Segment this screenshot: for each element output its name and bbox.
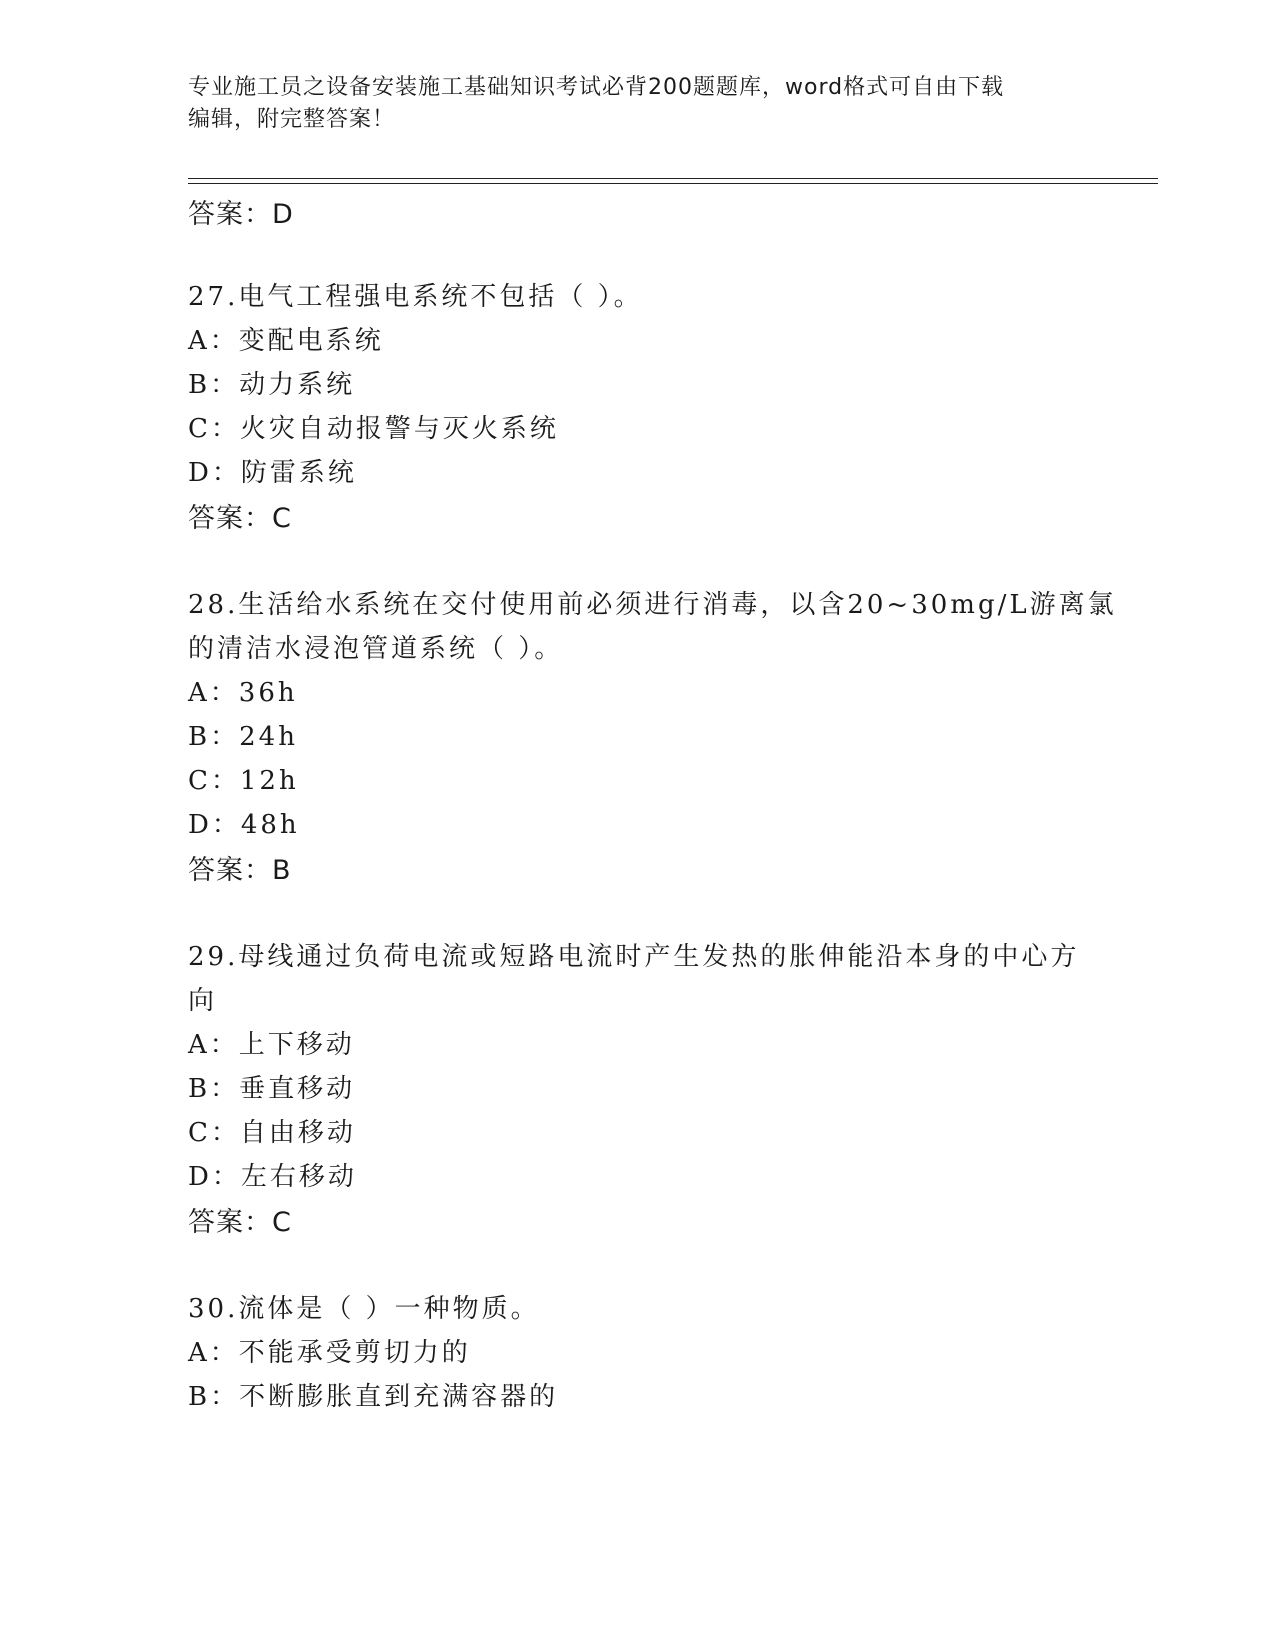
question-stem-continued: 的清洁水浸泡管道系统（ ）。 (188, 634, 564, 664)
option-b: B：24h (188, 722, 298, 752)
option-c: C：自由移动 (188, 1118, 356, 1148)
option-b: B：垂直移动 (188, 1074, 356, 1104)
question-stem: 28.生活给水系统在交付使用前必须进行消毒，以含20~30mg/L游离氯 (188, 590, 1117, 620)
answer-line: 答案：B (188, 855, 292, 886)
option-a: A：36h (188, 678, 298, 708)
option-d: D：防雷系统 (188, 458, 357, 488)
header-line-1: 专业施工员之设备安装施工基础知识考试必背200题题库，word格式可自由下载 (188, 75, 1005, 100)
option-c: C：火灾自动报警与灭火系统 (188, 414, 559, 444)
question-stem: 29.母线通过负荷电流或短路电流时产生发热的胀伸能沿本身的中心方 (188, 942, 1080, 972)
option-c: C：12h (188, 766, 299, 796)
document-header (188, 72, 1088, 136)
answer-line: 答案：C (188, 1207, 292, 1238)
header-line-2: 编辑，附完整答案！ (188, 107, 396, 132)
option-b: B：动力系统 (188, 370, 356, 400)
option-a: A：变配电系统 (188, 326, 384, 356)
option-d: D：左右移动 (188, 1162, 357, 1192)
option-b: B：不断膨胀直到充满容器的 (188, 1382, 559, 1412)
header-rule-bottom (188, 183, 1158, 184)
question-stem-continued: 向 (188, 986, 218, 1016)
question-stem: 27.电气工程强电系统不包括（ ）。 (188, 282, 643, 312)
answer-line: 答案：C (188, 503, 292, 534)
option-a: A：不能承受剪切力的 (188, 1338, 471, 1368)
header-rule-top (188, 178, 1158, 179)
option-d: D：48h (188, 810, 300, 840)
answer-line: 答案：D (188, 199, 294, 230)
option-a: A：上下移动 (188, 1030, 355, 1060)
question-stem: 30.流体是（ ）一种物质。 (188, 1294, 540, 1324)
